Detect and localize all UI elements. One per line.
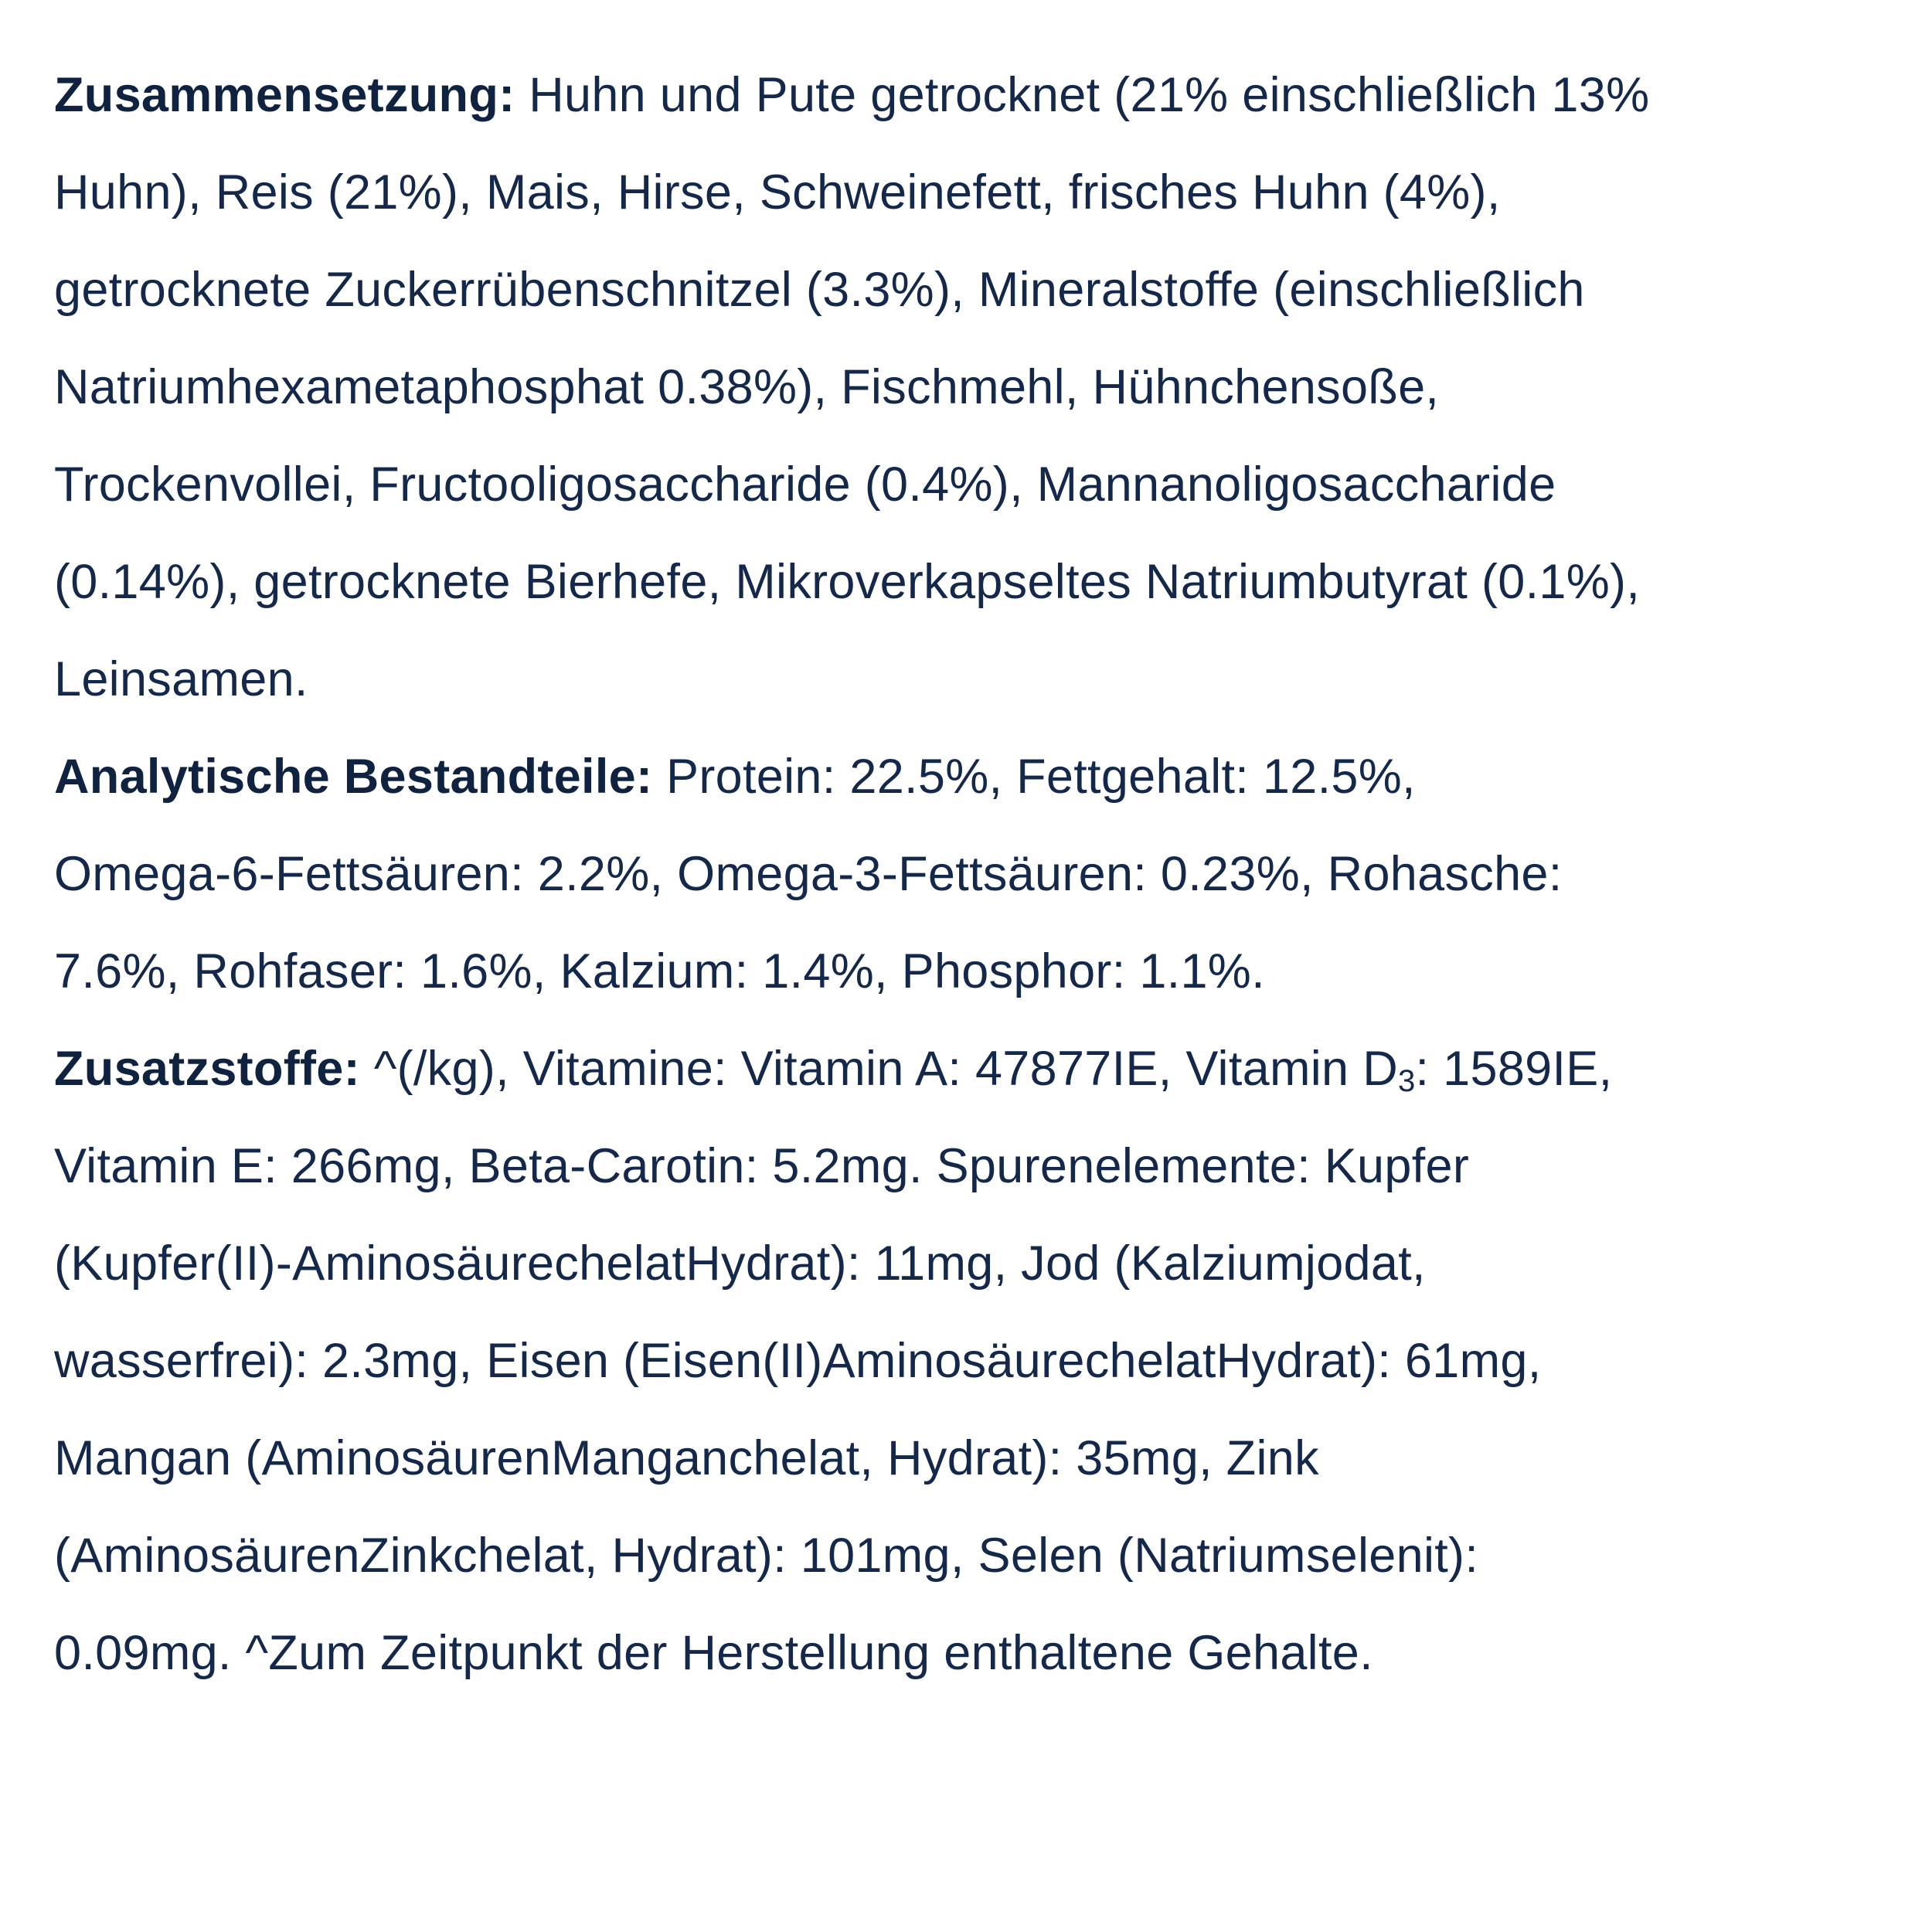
additives-label: Zusatzstoffe: xyxy=(54,1042,360,1096)
analytical-line-2: Omega-6-Fettsäuren: 2.2%, Omega-3-Fettsäuren: 0.23%, Rohasche: xyxy=(54,847,1563,901)
additives-text-start: ^(/kg), Vitamine: Vitamin A: 47877IE, Vitamin D xyxy=(359,1042,1398,1096)
analytical-label: Analytische Bestandteile: xyxy=(54,750,653,804)
additives-line-5: Mangan (AminosäurenManganchelat, Hydrat): 35mg, Zink xyxy=(54,1431,1319,1485)
additives-line-6: (AminosäurenZinkchelat, Hydrat): 101mg, Selen (Natriumselenit): xyxy=(54,1529,1479,1583)
composition-line-4: Natriumhexametaphosphat 0.38%), Fischmehl, Hühnchensoße, xyxy=(54,360,1440,414)
additives-line-3: (Kupfer(II)-AminosäurechelatHydrat): 11mg, Jod (Kalziumjodat, xyxy=(54,1236,1426,1291)
additives-line-4: wasserfrei): 2.3mg, Eisen (Eisen(II)AminosäurechelatHydrat): 61mg, xyxy=(54,1334,1542,1388)
additives-line-7: 0.09mg. ^Zum Zeitpunkt der Herstellung enthaltene Gehalte. xyxy=(54,1626,1373,1680)
composition-line-7: Leinsamen. xyxy=(54,652,308,706)
vitamin-d-subscript: 3 xyxy=(1398,1064,1416,1098)
additives-line-2: Vitamin E: 266mg, Beta-Carotin: 5.2mg. Spurenelemente: Kupfer xyxy=(54,1139,1470,1193)
composition-line-2: Huhn), Reis (21%), Mais, Hirse, Schweinefett, frisches Huhn (4%), xyxy=(54,165,1501,219)
analytical-line-1 xyxy=(54,728,1878,825)
composition-line-3: getrocknete Zuckerrübenschnitzel (3.3%), Mineralstoffe (einschließlich xyxy=(54,263,1585,317)
additives-section xyxy=(54,1020,1878,1702)
analytical-text: Protein: 22.5%, Fettgehalt: 12.5%, xyxy=(652,750,1416,804)
additives-text-end: : 1589IE, xyxy=(1415,1042,1613,1096)
additives-line-1 xyxy=(54,1020,1878,1117)
composition-label: Zusammensetzung: xyxy=(54,68,515,122)
composition-section xyxy=(54,46,1878,728)
composition-line-5: Trockenvollei, Fructooligosaccharide (0.4%), Mannanoligosaccharide xyxy=(54,457,1556,512)
composition-line-6: (0.14%), getrocknete Bierhefe, Mikroverkapseltes Natriumbutyrat (0.1%), xyxy=(54,555,1641,609)
analytical-line-3: 7.6%, Rohfaser: 1.6%, Kalzium: 1.4%, Phosphor: 1.1%. xyxy=(54,944,1265,998)
composition-line-1 xyxy=(54,46,1878,144)
composition-text: Huhn und Pute getrocknet (21% einschließlich 13% xyxy=(515,68,1650,122)
analytical-section xyxy=(54,728,1878,1020)
